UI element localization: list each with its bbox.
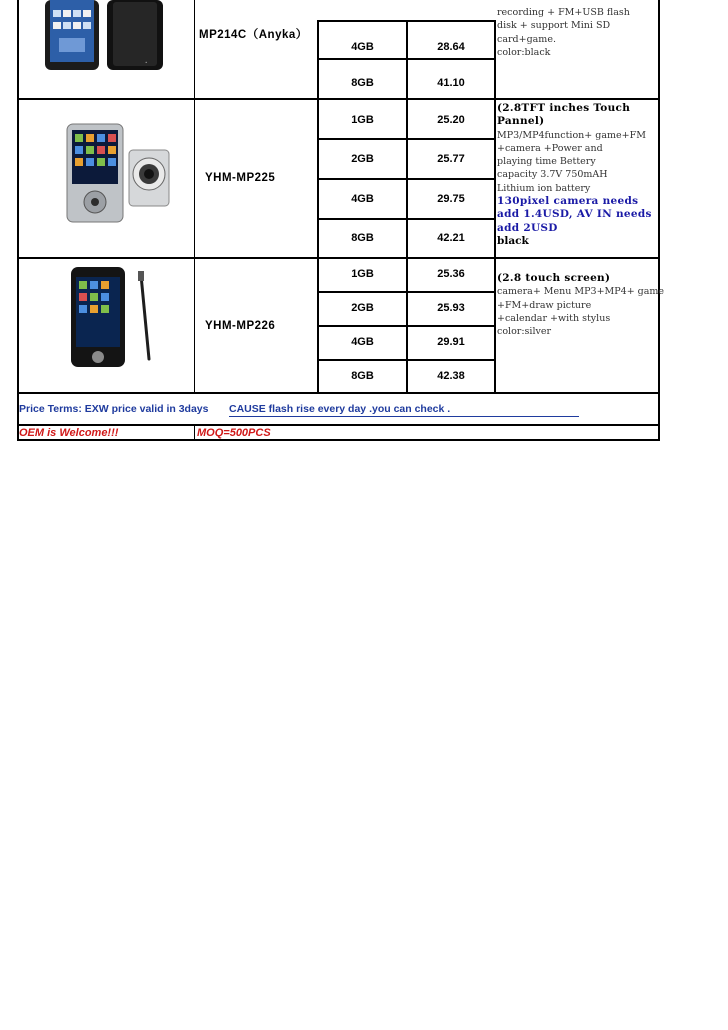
desc-line: add 1.4USD, AV IN needs	[497, 208, 652, 221]
desc-line: recording + FM+USB flash	[497, 7, 630, 18]
product-description	[497, 272, 664, 338]
grid-line	[17, 439, 660, 441]
grid-line	[317, 58, 495, 60]
capacity-cell: 1GB	[351, 114, 374, 126]
grid-line	[317, 325, 495, 327]
desc-line: add 2USD	[497, 221, 558, 234]
yhm-mp226-player-image	[69, 265, 159, 371]
grid-line	[317, 218, 495, 220]
capacity-cell: 8GB	[351, 370, 374, 382]
desc-line: disk + support Mini SD	[497, 20, 611, 32]
price-cell: 28.64	[437, 41, 465, 53]
grid-line	[317, 291, 495, 293]
desc-line: +calendar +with stylus	[497, 312, 611, 324]
price-cell: 29.91	[437, 336, 465, 348]
oem-note: OEM is Welcome!!!	[19, 427, 119, 439]
grid-line	[17, 98, 660, 100]
model-name: YHM-MP225	[205, 172, 276, 184]
grid-line	[317, 178, 495, 180]
grid-line	[194, 0, 195, 393]
svg-text:•: •	[145, 60, 148, 65]
model-name: YHM-MP226	[205, 320, 276, 332]
desc-line: Pannel)	[497, 115, 545, 128]
price-cell: 25.77	[437, 153, 465, 165]
capacity-cell: 2GB	[351, 153, 374, 165]
capacity-cell: 4GB	[351, 193, 374, 205]
product-description	[497, 102, 652, 248]
desc-line: +camera +Power and	[497, 142, 603, 154]
price-cell: 42.38	[437, 370, 465, 382]
grid-line	[17, 424, 660, 426]
price-sheet	[17, 0, 665, 441]
desc-line: color:black	[497, 46, 551, 58]
grid-line	[17, 257, 660, 259]
desc-line: capacity 3.7V 750mAH	[497, 169, 608, 181]
grid-line	[658, 0, 660, 441]
price-cell: 25.36	[437, 268, 465, 280]
mp214c-player-image	[41, 0, 171, 72]
desc-line: +FM+draw picture	[497, 299, 592, 311]
desc-line: black	[497, 234, 529, 247]
desc-line: color:silver	[497, 326, 552, 338]
capacity-cell: 4GB	[351, 336, 374, 348]
grid-line	[17, 392, 660, 394]
moq-note: MOQ=500PCS	[197, 427, 271, 439]
price-cell: 25.20	[437, 114, 465, 126]
desc-line: card+game.	[497, 33, 556, 45]
product-description	[497, 7, 630, 59]
grid-line	[317, 20, 495, 22]
price-terms: Price Terms: EXW price valid in 3days	[19, 403, 209, 415]
desc-line: (2.8 touch screen)	[497, 272, 611, 284]
grid-line	[494, 20, 496, 393]
grid-line	[317, 138, 495, 140]
price-cell: 25.93	[437, 302, 465, 314]
desc-line: Lithium ion battery	[497, 182, 591, 194]
capacity-cell: 8GB	[351, 77, 374, 89]
desc-line: (2.8TFT inches Touch	[497, 102, 631, 114]
price-cell: 42.21	[437, 232, 465, 244]
capacity-cell: 4GB	[351, 41, 374, 53]
grid-line	[17, 0, 19, 441]
capacity-cell: 2GB	[351, 302, 374, 314]
desc-line: camera+ Menu MP3+MP4+ game	[497, 286, 665, 298]
grid-line	[317, 359, 495, 361]
desc-line: 130pixel camera needs	[497, 195, 639, 208]
capacity-cell: 1GB	[351, 268, 374, 280]
capacity-cell: 8GB	[351, 232, 374, 244]
yhm-mp225-player-image	[63, 118, 173, 228]
price-cell: 29.75	[437, 193, 465, 205]
desc-line: playing time Bettery	[497, 156, 596, 168]
cause-note: CAUSE flash rise every day .you can check .	[229, 403, 451, 415]
price-cell: 41.10	[437, 77, 465, 89]
desc-line: MP3/MP4function+ game+FM	[497, 129, 646, 141]
underline	[229, 416, 579, 417]
model-name: MP214C（Anyka）	[199, 29, 308, 41]
